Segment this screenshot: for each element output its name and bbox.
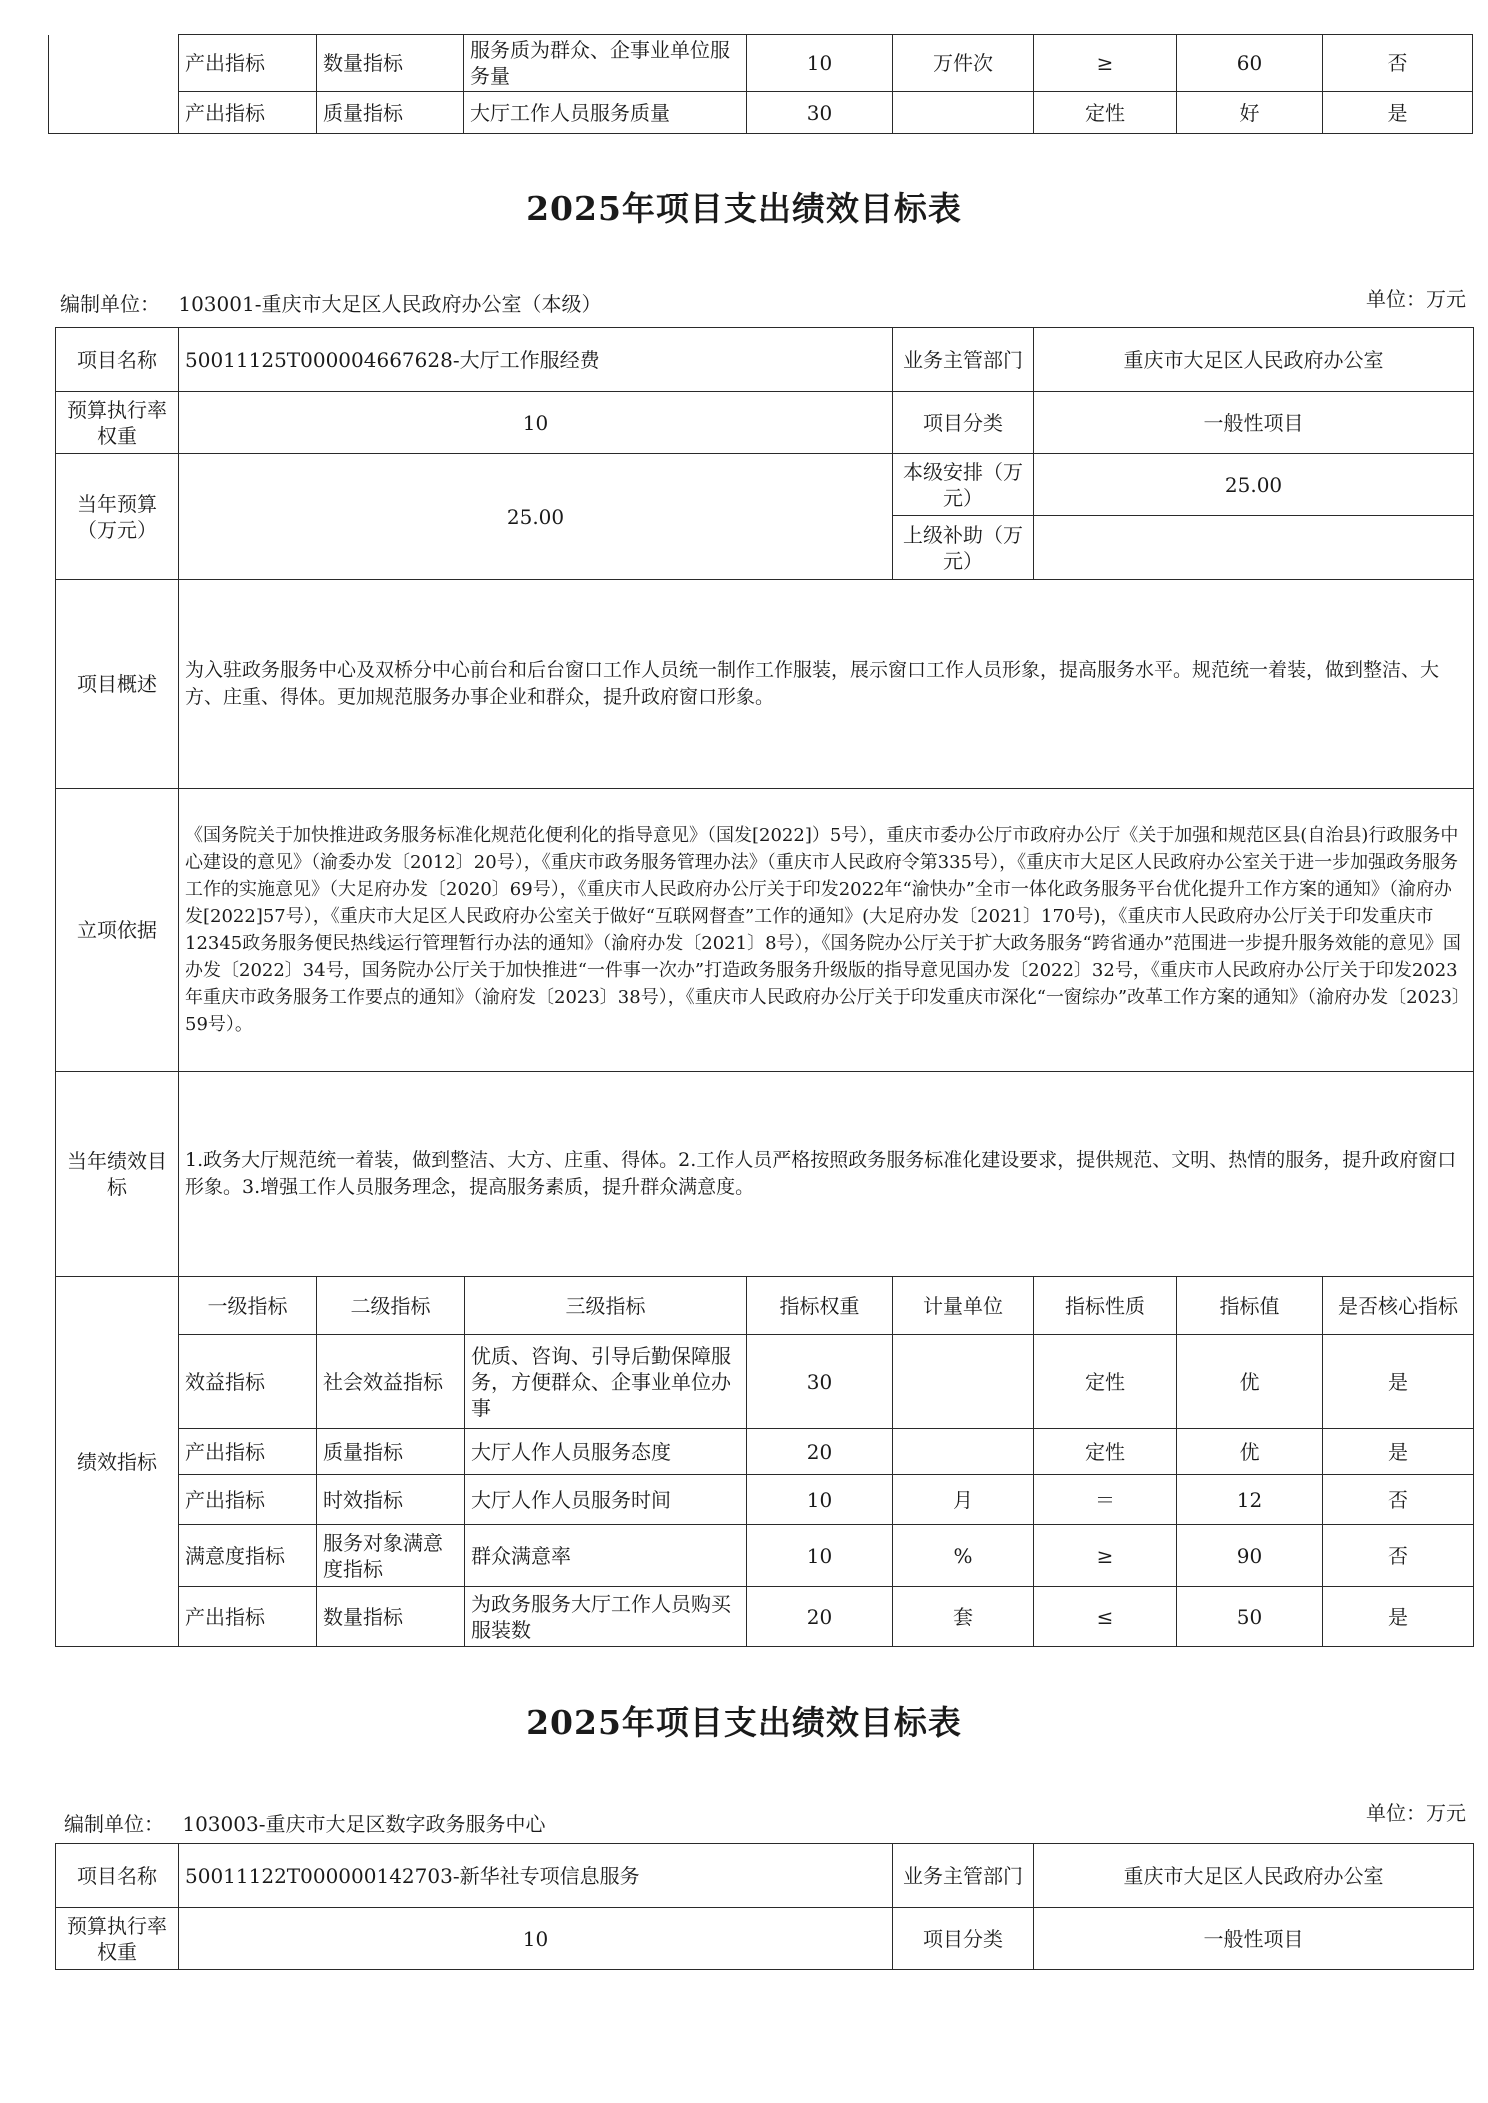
perf-label: 绩效指标 — [56, 1277, 179, 1647]
table-row — [49, 35, 1473, 92]
cell-value: 12 — [1177, 1475, 1323, 1525]
cell-value: 好 — [1177, 92, 1323, 134]
table-row — [56, 1072, 1474, 1277]
project-name-label: 项目名称 — [56, 1844, 179, 1908]
cell-core: 否 — [1323, 1475, 1474, 1525]
basis-label: 立项依据 — [56, 789, 179, 1072]
cell-nature: 定性 — [1034, 1429, 1177, 1475]
header-cell: 指标权重 — [747, 1277, 893, 1335]
header-cell: 三级指标 — [465, 1277, 747, 1335]
page-title-2: 2025年项目支出绩效目标表 — [526, 1703, 962, 1742]
org-line — [60, 288, 601, 317]
cell-value: 优 — [1177, 1429, 1323, 1475]
project-name: 50011125T000004667628-大厅工作服经费 — [179, 328, 893, 392]
cell-level3: 群众满意率 — [465, 1525, 747, 1587]
cell-nature: 定性 — [1034, 92, 1177, 134]
cell-core: 是 — [1323, 1335, 1474, 1429]
goal-text: 1.政务大厅规范统一着装，做到整洁、大方、庄重、得体。2.工作人员严格按照政务服务标准化建设要求，提供规范、文明、热情的服务，提升政府窗口形象。3.增强工作人员服务理念，提高服务素质，提升群众满意度。 — [179, 1072, 1474, 1277]
cell-nature: ≤ — [1034, 1587, 1177, 1647]
budget-label: 当年预算（万元） — [56, 454, 179, 580]
table-row — [56, 1525, 1474, 1587]
category-label: 项目分类 — [893, 392, 1034, 454]
header-cell: 二级指标 — [317, 1277, 465, 1335]
exec-label: 预算执行率权重 — [56, 1908, 179, 1970]
header-cell: 计量单位 — [893, 1277, 1034, 1335]
cell-weight: 10 — [747, 35, 893, 92]
local-value: 25.00 — [1034, 454, 1474, 516]
exec-value: 10 — [179, 1908, 893, 1970]
table-row — [56, 1475, 1474, 1525]
table-row — [56, 1908, 1474, 1970]
header-cell: 指标性质 — [1034, 1277, 1177, 1335]
cell-level3: 优质、咨询、引导后勤保障服务，方便群众、企事业单位办事 — [465, 1335, 747, 1429]
cell-unit — [893, 1429, 1034, 1475]
table-row — [56, 580, 1474, 789]
cell-unit — [893, 92, 1034, 134]
table-row — [56, 789, 1474, 1072]
cell-level1: 满意度指标 — [179, 1525, 317, 1587]
unit-label: 单位：万元 — [1366, 287, 1466, 311]
cell-level3: 为政务服务大厅工作人员购买服装数 — [465, 1587, 747, 1647]
cell-core: 是 — [1323, 1587, 1474, 1647]
overview-text: 为入驻政务服务中心及双桥分中心前台和后台窗口工作人员统一制作工作服装，展示窗口工作人员形象，提高服务水平。规范统一着装，做到整洁、大方、庄重、得体。更加规范服务办事企业和群众，提升政府窗口形象。 — [179, 580, 1474, 789]
org-name: 103003-重庆市大足区数字政务服务中心 — [182, 1812, 546, 1836]
cell-level1: 效益指标 — [179, 1335, 317, 1429]
budget-value: 25.00 — [179, 454, 893, 580]
cell-level2: 服务对象满意度指标 — [317, 1525, 465, 1587]
table-row — [56, 392, 1474, 454]
cell-core: 否 — [1323, 1525, 1474, 1587]
cell-unit: 套 — [893, 1587, 1034, 1647]
header-cell: 指标值 — [1177, 1277, 1323, 1335]
performance-table — [55, 327, 1474, 1647]
org-line-2 — [64, 1808, 545, 1837]
local-label: 本级安排（万元） — [893, 454, 1034, 516]
org-name: 103001-重庆市大足区人民政府办公室（本级） — [178, 292, 602, 316]
table-row — [56, 1335, 1474, 1429]
table-row — [56, 328, 1474, 392]
cell-weight: 30 — [747, 92, 893, 134]
table-row — [56, 1429, 1474, 1475]
cell-nature: ＝ — [1034, 1475, 1177, 1525]
cell-level2: 社会效益指标 — [317, 1335, 465, 1429]
cell-level1: 产出指标 — [179, 35, 317, 92]
cell-nature: ≥ — [1034, 1525, 1177, 1587]
cell-level3: 服务质为群众、企事业单位服务量 — [464, 35, 747, 92]
cell-core: 否 — [1323, 35, 1473, 92]
cell-level3: 大厅工作人员服务质量 — [464, 92, 747, 134]
category-value: 一般性项目 — [1034, 392, 1474, 454]
unit-label-2: 单位：万元 — [1366, 1801, 1466, 1825]
cell-value: 60 — [1177, 35, 1323, 92]
table-row — [56, 1277, 1474, 1335]
cell-core: 是 — [1323, 92, 1473, 134]
cell-unit: 月 — [893, 1475, 1034, 1525]
performance-table-2 — [55, 1843, 1474, 1970]
cell-weight: 30 — [747, 1335, 893, 1429]
header-cell: 是否核心指标 — [1323, 1277, 1474, 1335]
cell-level2: 质量指标 — [317, 92, 464, 134]
subsidy-label: 上级补助（万元） — [893, 516, 1034, 580]
dept-value: 重庆市大足区人民政府办公室 — [1034, 328, 1474, 392]
project-name-label: 项目名称 — [56, 328, 179, 392]
table-row — [49, 92, 1473, 134]
table-row — [56, 1844, 1474, 1908]
cell-value: 优 — [1177, 1335, 1323, 1429]
page-title: 2025年项目支出绩效目标表 — [526, 189, 962, 228]
cell-level2: 时效指标 — [317, 1475, 465, 1525]
org-label: 编制单位： — [64, 1812, 164, 1836]
goal-label: 当年绩效目标 — [56, 1072, 179, 1277]
cell-unit — [893, 1335, 1034, 1429]
subsidy-value — [1034, 516, 1474, 580]
cell-weight: 10 — [747, 1475, 893, 1525]
category-value: 一般性项目 — [1034, 1908, 1474, 1970]
cell-level1: 产出指标 — [179, 1475, 317, 1525]
table-row — [56, 454, 1474, 516]
category-label: 项目分类 — [893, 1908, 1034, 1970]
overview-label: 项目概述 — [56, 580, 179, 789]
dept-label: 业务主管部门 — [893, 328, 1034, 392]
dept-label: 业务主管部门 — [893, 1844, 1034, 1908]
cell-nature: 定性 — [1034, 1335, 1177, 1429]
cell-weight: 20 — [747, 1429, 893, 1475]
cell-value: 90 — [1177, 1525, 1323, 1587]
cell-level2: 数量指标 — [317, 35, 464, 92]
cell-level1: 产出指标 — [179, 1429, 317, 1475]
cell-weight: 10 — [747, 1525, 893, 1587]
cell-unit: % — [893, 1525, 1034, 1587]
exec-value: 10 — [179, 392, 893, 454]
table-row — [56, 1587, 1474, 1647]
dept-value: 重庆市大足区人民政府办公室 — [1034, 1844, 1474, 1908]
cell-level3: 大厅人作人员服务态度 — [465, 1429, 747, 1475]
cell-nature: ≥ — [1034, 35, 1177, 92]
basis-text: 《国务院关于加快推进政务服务标准化规范化便利化的指导意见》（国发[2022]）5号），重庆市委办公厅市政府办公厅《关于加强和规范区县(自治县)行政服务中心建设的意见》（渝委办发〔2012〕20号），《重庆市政务服务管理办法》（重庆市人民政府令第335号），《重庆市大足区人民政府办公室关于进一步加强政务服务工作的实施意见》（大足府办发〔2020〕69号），《重庆市人民政府办公厅关于印发2022年“渝快办”全市一体化政务服务平台优化提升工作方案的通知》（渝府办发[2022]57号），《重庆市大足区人民政府办公室关于做好“互联网督查”工作的通知》(大足府办发〔2021〕170号)，《重庆市人民政府办公厅关于印发重庆市12345政务服务便民热线运行管理暂行办法的通知》（渝府办发〔2021〕8号），《国务院办公厅关于扩大政务服务“跨省通办”范围进一步提升服务效能的意见》国办发〔2022〕34号，国务院办公厅关于加快推进“一件事一次办”打造政务服务升级版的指导意见国办发〔2022〕32号，《重庆市人民政府办公厅关于印发2023年重庆市政务服务工作要点的通知》（渝府发〔2023〕38号），《重庆市人民政府办公厅关于印发重庆市深化“一窗综办”改革工作方案的通知》（渝府办发〔2023〕59号）。 — [179, 789, 1474, 1072]
continuation-table — [48, 34, 1473, 134]
exec-label: 预算执行率权重 — [56, 392, 179, 454]
cell-level3: 大厅人作人员服务时间 — [465, 1475, 747, 1525]
cell-value: 50 — [1177, 1587, 1323, 1647]
cell-weight: 20 — [747, 1587, 893, 1647]
header-cell: 一级指标 — [179, 1277, 317, 1335]
cell-level2: 质量指标 — [317, 1429, 465, 1475]
cell-core: 是 — [1323, 1429, 1474, 1475]
org-label: 编制单位： — [60, 292, 160, 316]
project-name: 50011122T000000142703-新华社专项信息服务 — [179, 1844, 893, 1908]
cell-level2: 数量指标 — [317, 1587, 465, 1647]
cell-unit: 万件次 — [893, 35, 1034, 92]
cell-level1: 产出指标 — [179, 1587, 317, 1647]
cell-level1: 产出指标 — [179, 92, 317, 134]
